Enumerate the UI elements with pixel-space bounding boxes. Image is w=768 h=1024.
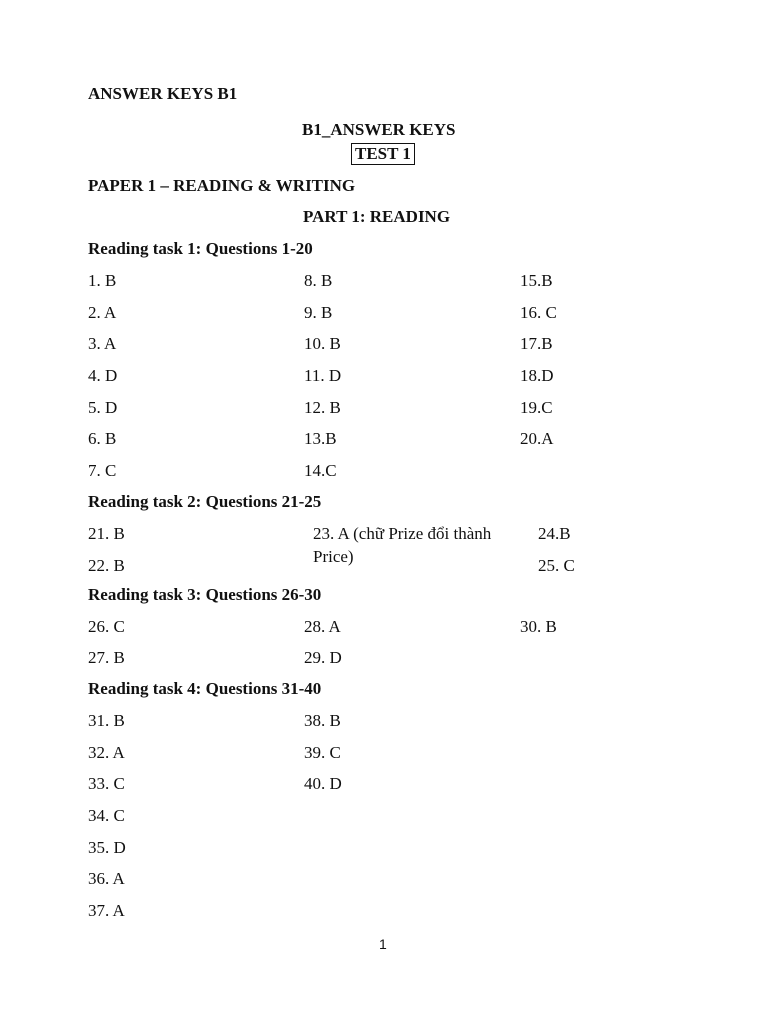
task-4-heading: Reading task 4: Questions 31-40 (88, 679, 322, 698)
answer-item: 34. C (88, 806, 125, 825)
answer-item: 7. C (88, 461, 117, 480)
answer-item: 31. B (88, 711, 125, 730)
answer-item: 32. A (88, 743, 125, 762)
answer-item: 17.B (520, 334, 553, 353)
answer-item: 22. B (88, 556, 125, 575)
answer-item: 14.C (304, 461, 337, 480)
answer-item: 29. D (304, 648, 342, 667)
answer-item: 4. D (88, 366, 118, 385)
answer-item: 33. C (88, 774, 125, 793)
answer-item: 38. B (304, 711, 341, 730)
answer-item: 20.A (520, 429, 554, 448)
answer-item: 13.B (304, 429, 337, 448)
document-title: ANSWER KEYS B1 (88, 84, 238, 103)
answer-item: 21. B (88, 524, 125, 543)
answer-item: 10. B (304, 334, 341, 353)
answer-item: 15.B (520, 271, 553, 290)
answer-item: 16. C (520, 303, 557, 322)
answer-item: 26. C (88, 617, 125, 636)
answer-item: 28. A (304, 617, 341, 636)
center-title: B1_ANSWER KEYS (302, 120, 456, 139)
answer-item: 37. A (88, 901, 125, 920)
test-label: TEST 1 (351, 143, 415, 165)
answer-item: 24.B (538, 524, 571, 543)
answer-item: 40. D (304, 774, 342, 793)
answer-note-line-1: 23. A (chữ Prize đổi thành (313, 524, 492, 543)
answer-item: 25. C (538, 556, 575, 575)
answer-note-line-2: Price) (313, 547, 354, 566)
answer-item: 6. B (88, 429, 117, 448)
answer-item: 5. D (88, 398, 118, 417)
answer-item: 11. D (304, 366, 342, 385)
answer-item: 2. A (88, 303, 117, 322)
answer-item: 39. C (304, 743, 341, 762)
page-number: 1 (379, 936, 387, 952)
part-heading: PART 1: READING (303, 207, 451, 226)
answer-item: 18.D (520, 366, 554, 385)
answer-item: 19.C (520, 398, 553, 417)
answer-item: 27. B (88, 648, 125, 667)
answer-item: 36. A (88, 869, 125, 888)
answer-item: 8. B (304, 271, 333, 290)
task-1-heading: Reading task 1: Questions 1-20 (88, 239, 313, 258)
answer-item: 1. B (88, 271, 117, 290)
answer-item: 35. D (88, 838, 126, 857)
paper-heading: PAPER 1 – READING & WRITING (88, 176, 356, 195)
answer-item: 30. B (520, 617, 557, 636)
answer-item: 9. B (304, 303, 333, 322)
answer-item: 12. B (304, 398, 341, 417)
answer-item: 3. A (88, 334, 117, 353)
task-3-heading: Reading task 3: Questions 26-30 (88, 585, 322, 604)
task-2-heading: Reading task 2: Questions 21-25 (88, 492, 322, 511)
